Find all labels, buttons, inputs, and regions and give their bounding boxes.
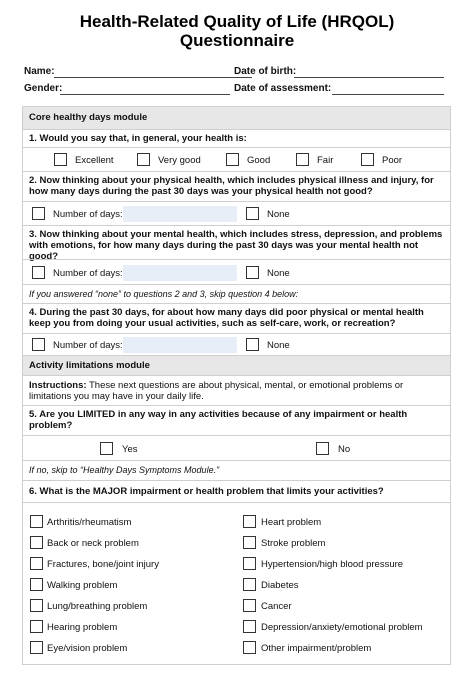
q3-number-days-label: Number of days: [53,268,123,279]
core-module-title: Core healthy days module [29,112,148,123]
info-row-name-dob [24,66,444,80]
other-impairment-checkbox[interactable] [243,641,256,654]
hearing-checkbox[interactable] [30,620,43,633]
q4-none-checkbox[interactable] [246,338,259,351]
lung-checkbox[interactable] [30,599,43,612]
question-3-text: 3. Now thinking about your mental health, which includes stress, depression, and problems with emotions, for how many days during the past 30 days was your mental health not good? [29,229,443,262]
title-line-1: Health-Related Quality of Life (HRQOL) [79,12,395,31]
walking-checkbox[interactable] [30,578,43,591]
skip-note-2 [23,460,450,480]
question-3-answer [23,259,450,284]
gender-label: Gender: [24,83,63,94]
q4-number-days-input[interactable] [123,337,237,353]
question-6-options [23,502,450,664]
fair-checkbox[interactable] [296,153,309,166]
poor-checkbox[interactable] [361,153,374,166]
hypertension-checkbox[interactable] [243,557,256,570]
section-header-activity [23,355,450,375]
q4-none-label: None [267,340,290,351]
instructions-label: Instructions: [29,380,87,391]
depression-label: Depression/anxiety/emotional problem [261,622,423,633]
poor-label: Poor [382,155,403,166]
fair-label: Fair [317,155,334,166]
lung-label: Lung/breathing problem [47,601,148,612]
back-neck-checkbox[interactable] [30,536,43,549]
q2-number-days-input[interactable] [123,206,237,222]
eye-vision-label: Eye/vision problem [47,643,128,654]
heart-checkbox[interactable] [243,515,256,528]
walking-label: Walking problem [47,580,118,591]
depression-checkbox[interactable] [243,620,256,633]
activity-module-title: Activity limitations module [29,360,150,371]
q5-yes-label: Yes [122,444,138,455]
arthritis-checkbox[interactable] [30,515,43,528]
hypertension-label: Hypertension/high blood pressure [261,559,404,570]
instructions [23,375,450,405]
q4-number-days-label: Number of days: [53,340,123,351]
skip-note-1 [23,284,450,303]
excellent-label: Excellent [75,155,114,166]
q4-number-days-checkbox[interactable] [32,338,45,351]
question-1 [23,129,450,147]
other-impairment-label: Other impairment/problem [261,643,372,654]
question-1-text: 1. Would you say that, in general, your health is: [29,133,247,144]
q2-number-days-checkbox[interactable] [32,207,45,220]
q3-none-checkbox[interactable] [246,266,259,279]
question-2 [23,171,450,201]
cancer-checkbox[interactable] [243,599,256,612]
question-4 [23,303,450,333]
stroke-label: Stroke problem [261,538,326,549]
very-good-label: Very good [158,155,201,166]
question-1-options [23,147,450,171]
info-row-gender-assessment [24,83,444,97]
page-title [0,12,474,50]
good-checkbox[interactable] [226,153,239,166]
back-neck-label: Back or neck problem [47,538,139,549]
q3-number-days-checkbox[interactable] [32,266,45,279]
name-label: Name: [24,66,55,77]
question-3 [23,225,450,262]
gender-field[interactable] [60,94,230,95]
excellent-checkbox[interactable] [54,153,67,166]
arthritis-label: Arthritis/rheumatism [47,517,132,528]
dob-field[interactable] [294,77,444,78]
instructions-text: These next questions are about physical, mental, or emotional problems or limitations you may have in your daily life. [29,380,404,402]
cancer-label: Cancer [261,601,292,612]
heart-label: Heart problem [261,517,322,528]
skip-note-2-text: If no, skip to “Healthy Days Symptoms Module.” [29,465,220,475]
skip-note-1-text: If you answered “none” to questions 2 and 3, skip question 4 below: [29,289,299,299]
question-6 [23,480,450,502]
question-5-answer [23,435,450,460]
fractures-checkbox[interactable] [30,557,43,570]
q2-none-label: None [267,209,290,220]
question-2-text: 2. Now thinking about your physical health, which includes physical illness and injury, for how many days during the past 30 days was your physical health not good? [29,175,434,197]
very-good-checkbox[interactable] [137,153,150,166]
section-header-core [23,107,450,129]
assessment-field[interactable] [332,94,444,95]
stroke-checkbox[interactable] [243,536,256,549]
q5-no-checkbox[interactable] [316,442,329,455]
diabetes-label: Diabetes [261,580,299,591]
question-4-text: 4. During the past 30 days, for about how many days did poor physical or mental health keep you from doing your usual activities, such as self-care, work, or recreation? [29,307,424,329]
question-5 [23,405,450,435]
question-2-answer [23,201,450,225]
name-field[interactable] [54,77,252,78]
question-4-answer [23,333,450,355]
q2-none-checkbox[interactable] [246,207,259,220]
q3-none-label: None [267,268,290,279]
q5-no-label: No [338,444,351,455]
questionnaire-form [22,106,451,665]
q2-number-days-label: Number of days: [53,209,123,220]
diabetes-checkbox[interactable] [243,578,256,591]
q3-number-days-input[interactable] [123,265,237,281]
q5-yes-checkbox[interactable] [100,442,113,455]
assessment-label: Date of assessment: [234,83,332,94]
question-6-text: 6. What is the MAJOR impairment or health problem that limits your activities? [29,486,384,497]
fractures-label: Fractures, bone/joint injury [47,559,159,570]
hearing-label: Hearing problem [47,622,118,633]
dob-label: Date of birth: [234,66,297,77]
eye-vision-checkbox[interactable] [30,641,43,654]
question-5-text: 5. Are you LIMITED in any way in any activities because of any impairment or health problem? [29,409,408,431]
title-line-2: Questionnaire [179,31,295,50]
good-label: Good [247,155,271,166]
